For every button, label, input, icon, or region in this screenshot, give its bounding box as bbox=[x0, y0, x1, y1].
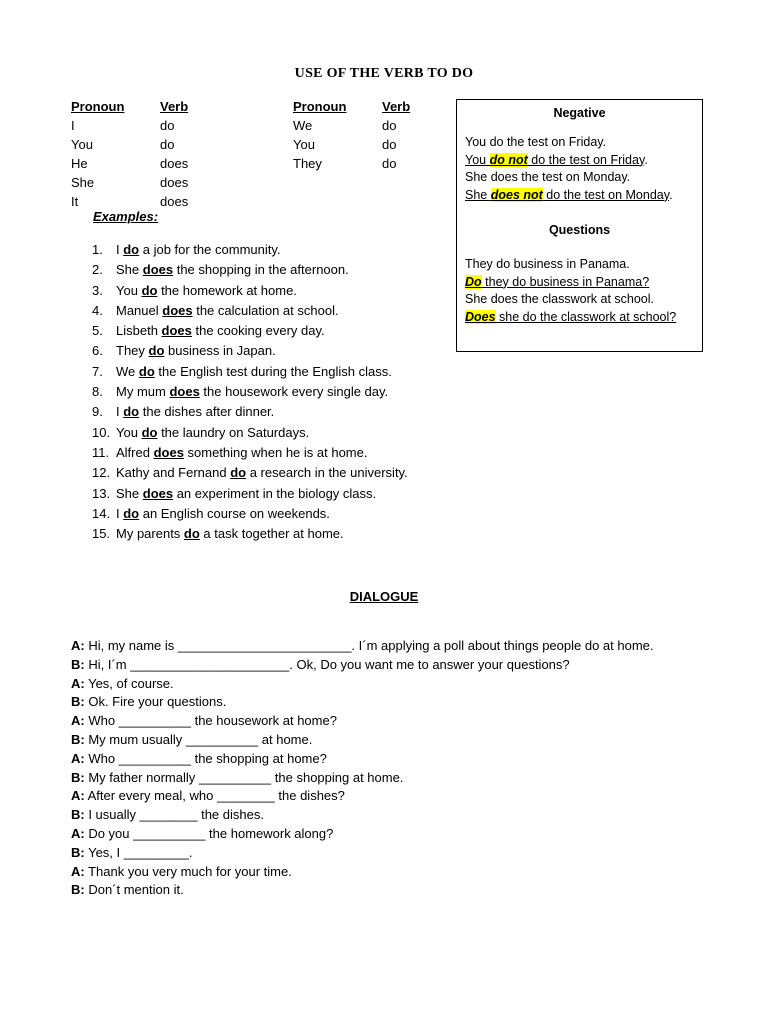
grammar-box bbox=[456, 99, 703, 352]
list-item bbox=[92, 362, 472, 382]
sentence-end: the homework at home. bbox=[157, 282, 297, 298]
negative-title: Negative bbox=[553, 106, 606, 120]
sentence-end: the calculation at school. bbox=[192, 302, 339, 318]
item-number: 9. bbox=[92, 404, 103, 420]
verb-word: does bbox=[162, 302, 193, 318]
list-item bbox=[92, 484, 472, 504]
sentence-start: I bbox=[116, 505, 124, 521]
line-end: they do business in Panama? bbox=[481, 274, 650, 289]
list-item bbox=[92, 443, 472, 463]
verb-word: do bbox=[138, 363, 155, 379]
item-number: 3. bbox=[92, 282, 103, 298]
question-line: She does the classwork at school. bbox=[465, 292, 654, 307]
line-start: You bbox=[465, 152, 490, 167]
speaker: A: bbox=[71, 788, 85, 804]
item-number: 6. bbox=[92, 343, 103, 359]
speaker: B: bbox=[71, 731, 85, 747]
dialogue-line bbox=[71, 787, 654, 806]
list-item bbox=[92, 504, 472, 524]
pronoun-column-right bbox=[293, 97, 346, 173]
list-item bbox=[92, 341, 472, 361]
dialogue-line bbox=[71, 712, 654, 731]
sentence-end: an English course on weekends. bbox=[139, 505, 330, 521]
verb-word: does bbox=[169, 384, 200, 400]
line-end: do the test on Monday bbox=[542, 187, 670, 202]
verb-word: do bbox=[123, 505, 140, 521]
pronoun-header: Pronoun bbox=[71, 99, 125, 114]
sentence-end: a research in the university. bbox=[246, 465, 408, 481]
speaker: A: bbox=[71, 863, 85, 879]
sentence-start: She bbox=[116, 485, 143, 501]
verb-word: do bbox=[148, 343, 165, 359]
item-number: 5. bbox=[92, 323, 103, 339]
highlight: do not bbox=[489, 152, 528, 167]
speaker: A: bbox=[71, 675, 85, 691]
verb-word: do bbox=[183, 526, 200, 542]
sentence-start: You bbox=[116, 282, 142, 298]
list-item bbox=[92, 423, 472, 443]
sentence-start: My parents bbox=[116, 526, 184, 542]
verb-column-left bbox=[160, 97, 188, 211]
dialogue-line bbox=[71, 806, 654, 825]
dialogue-line bbox=[71, 693, 654, 712]
speaker: B: bbox=[71, 769, 85, 785]
dialogue-line bbox=[71, 863, 654, 882]
sentence-start: She bbox=[116, 262, 143, 278]
sentence-start: My mum bbox=[116, 384, 170, 400]
sentence-end: the laundry on Saturdays. bbox=[157, 424, 310, 440]
sentence-start: They bbox=[116, 343, 149, 359]
verb-cell: do bbox=[382, 156, 397, 171]
speaker: A: bbox=[71, 713, 85, 729]
dialogue-line bbox=[71, 675, 654, 694]
list-item bbox=[92, 281, 472, 301]
item-number: 7. bbox=[92, 363, 103, 379]
question-line: They do business in Panama. bbox=[465, 257, 630, 271]
speaker: B: bbox=[71, 694, 85, 710]
pronoun-cell: I bbox=[71, 118, 75, 133]
speaker: B: bbox=[71, 882, 85, 898]
pronoun-cell: They bbox=[293, 156, 322, 171]
dialogue-text: My father normally __________ the shopping at home. bbox=[84, 769, 404, 785]
dialogue-line bbox=[71, 825, 654, 844]
verb-word: do bbox=[123, 242, 140, 257]
dialogue-text: After every meal, who ________ the dishes? bbox=[84, 788, 345, 804]
sentence-end: the English test during the English class. bbox=[154, 363, 392, 379]
verb-cell: do bbox=[382, 137, 397, 152]
dialogue-text: Hi, my name is ________________________. I´m applying a poll about things people do at home. bbox=[84, 638, 654, 653]
speaker: A: bbox=[71, 750, 85, 766]
verb-cell: do bbox=[382, 118, 397, 133]
sentence-start: I bbox=[116, 242, 124, 257]
examples-list bbox=[92, 240, 472, 544]
verb-word: does bbox=[153, 444, 184, 460]
line-start: She bbox=[465, 187, 491, 202]
sentence-start: Lisbeth bbox=[116, 323, 162, 339]
period: . bbox=[644, 152, 648, 167]
dialogue-text: Who __________ the shopping at home? bbox=[84, 750, 327, 766]
sentence-end: the housework every single day. bbox=[199, 384, 389, 400]
verb-cell: does bbox=[160, 175, 189, 190]
list-item bbox=[92, 382, 472, 402]
sentence-start: Alfred bbox=[116, 444, 154, 460]
highlight: Does bbox=[465, 309, 496, 324]
dialogue-title: DIALOGUE bbox=[349, 589, 419, 604]
dialogue-text: Yes, of course. bbox=[84, 675, 174, 691]
sentence-end: an experiment in the biology class. bbox=[173, 485, 377, 501]
verb-word: do bbox=[141, 282, 158, 298]
list-item bbox=[92, 301, 472, 321]
item-number: 14. bbox=[92, 505, 111, 521]
dialogue-text: Don´t mention it. bbox=[84, 882, 184, 898]
question-line bbox=[465, 309, 676, 327]
item-number: 1. bbox=[92, 242, 103, 257]
sentence-start: Manuel bbox=[116, 302, 163, 318]
item-number: 8. bbox=[92, 384, 103, 400]
dialogue-line bbox=[71, 750, 654, 769]
pronoun-cell: You bbox=[71, 137, 93, 152]
line-end: she do the classwork at school? bbox=[495, 309, 677, 324]
page-title: USE OF THE VERB TO DO bbox=[294, 66, 474, 81]
period: . bbox=[669, 187, 673, 202]
list-item bbox=[92, 402, 472, 422]
list-item bbox=[92, 260, 472, 280]
verb-word: do bbox=[141, 424, 158, 440]
pronoun-cell: He bbox=[71, 156, 88, 171]
dialogue-line bbox=[71, 731, 654, 750]
sentence-start: Kathy and Fernand bbox=[116, 465, 231, 481]
negative-line bbox=[465, 187, 673, 205]
sentence-end: the cooking every day. bbox=[191, 323, 325, 339]
verb-cell: do bbox=[160, 118, 175, 133]
verb-column-right bbox=[382, 97, 410, 173]
dialogue-text: Who __________ the housework at home? bbox=[84, 713, 337, 729]
questions-title: Questions bbox=[548, 223, 611, 237]
list-item bbox=[92, 463, 472, 483]
examples-label: Examples: bbox=[93, 209, 159, 224]
dialogue-line bbox=[71, 769, 654, 788]
sentence-start: You bbox=[116, 424, 142, 440]
verb-word: does bbox=[142, 262, 174, 278]
item-number: 4. bbox=[92, 302, 103, 318]
speaker: A: bbox=[71, 825, 85, 841]
verb-cell: do bbox=[160, 137, 175, 152]
dialogue-text: Thank you very much for your time. bbox=[84, 863, 292, 879]
pronoun-cell: We bbox=[293, 118, 313, 133]
pronoun-cell: She bbox=[71, 175, 95, 190]
verb-header: Verb bbox=[160, 99, 189, 114]
dialogue-line bbox=[71, 844, 654, 863]
pronoun-cell: You bbox=[293, 137, 315, 152]
verb-word: do bbox=[123, 404, 140, 420]
dialogue-text: I usually ________ the dishes. bbox=[84, 807, 264, 823]
negative-line: She does the test on Monday. bbox=[465, 170, 631, 185]
list-item bbox=[92, 240, 472, 260]
item-number: 11. bbox=[92, 444, 110, 460]
sentence-start: We bbox=[116, 363, 139, 379]
verb-cell: does bbox=[160, 156, 189, 171]
pronoun-column-left bbox=[71, 97, 124, 211]
list-item bbox=[92, 321, 472, 341]
dialogue bbox=[71, 637, 654, 900]
verb-header: Verb bbox=[382, 99, 411, 114]
dialogue-line bbox=[71, 656, 654, 675]
dialogue-line bbox=[71, 881, 654, 900]
dialogue-text: Hi, I´m ______________________. Ok, Do you want me to answer your questions? bbox=[84, 656, 570, 672]
verb-word: does bbox=[161, 323, 192, 339]
item-number: 10. bbox=[92, 424, 111, 440]
sentence-end: business in Japan. bbox=[164, 343, 276, 359]
dialogue-line bbox=[71, 637, 654, 656]
line-end: do the test on Friday bbox=[527, 152, 645, 167]
item-number: 12. bbox=[92, 465, 111, 481]
pronoun-cell: It bbox=[71, 194, 79, 209]
negative-line: You do the test on Friday. bbox=[465, 135, 607, 149]
speaker: B: bbox=[71, 807, 85, 823]
sentence-end: the shopping in the afternoon. bbox=[173, 262, 349, 278]
negative-line bbox=[465, 152, 648, 170]
sentence-end: a job for the community. bbox=[139, 242, 281, 257]
highlight: does not bbox=[490, 187, 543, 202]
list-item bbox=[92, 524, 472, 544]
item-number: 15. bbox=[92, 526, 111, 542]
sentence-end: something when he is at home. bbox=[183, 444, 368, 460]
verb-word: does bbox=[142, 485, 174, 501]
verb-word: do bbox=[230, 465, 247, 481]
speaker: B: bbox=[71, 844, 85, 860]
sentence-end: a task together at home. bbox=[199, 526, 344, 542]
verb-cell: does bbox=[160, 194, 189, 209]
highlight: Do bbox=[465, 274, 482, 289]
sentence-start: I bbox=[116, 404, 124, 420]
dialogue-text: Ok. Fire your questions. bbox=[84, 694, 227, 710]
dialogue-text: My mum usually __________ at home. bbox=[84, 731, 313, 747]
dialogue-text: Do you __________ the homework along? bbox=[84, 825, 334, 841]
speaker: A: bbox=[71, 638, 85, 653]
sentence-end: the dishes after dinner. bbox=[139, 404, 275, 420]
item-number: 13. bbox=[92, 485, 111, 501]
item-number: 2. bbox=[92, 262, 103, 278]
dialogue-text: Yes, I _________. bbox=[84, 844, 193, 860]
speaker: B: bbox=[71, 656, 85, 672]
question-line bbox=[465, 274, 649, 292]
pronoun-header: Pronoun bbox=[293, 99, 347, 114]
